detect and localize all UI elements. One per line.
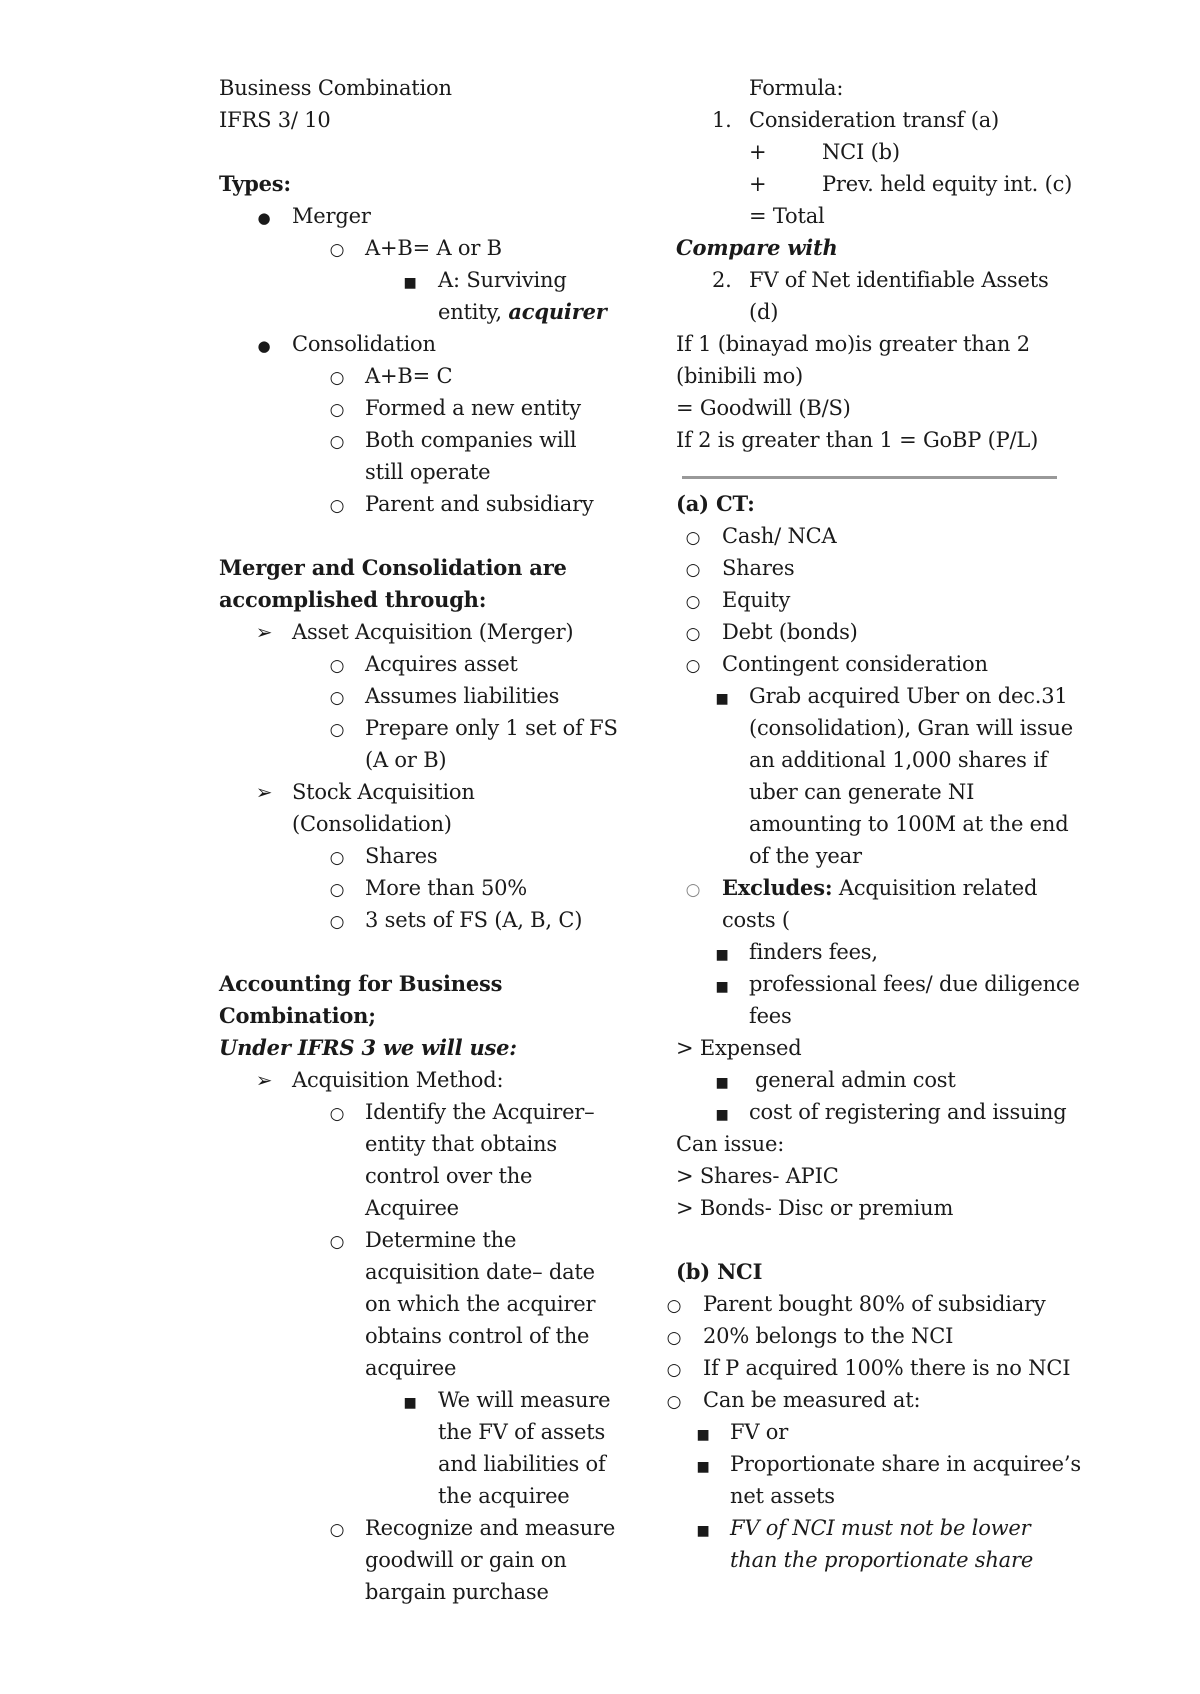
- square-bullet-icon: [712, 936, 732, 968]
- identify-acquirer: Identify the Acquirer–: [365, 1100, 595, 1124]
- square-bullet-icon: [693, 1448, 713, 1480]
- circle-bullet-icon: [664, 1320, 684, 1352]
- if-1-greater: If 1 (binayad mo)is greater than 2: [676, 332, 1030, 356]
- square-bullet-icon: [712, 1096, 732, 1128]
- circle-bullet-icon: [327, 1096, 347, 1128]
- square-bullet-icon: [400, 1384, 420, 1416]
- square-bullet-icon: [712, 680, 732, 712]
- recognize-goodwill: Recognize and measure: [365, 1516, 616, 1540]
- fv-net-assets-cont: (d): [749, 300, 779, 324]
- merger-surviving-entity: entity, acquirer: [438, 299, 607, 324]
- ct-heading: (a) CT:: [676, 491, 755, 516]
- under-ifrs3: Under IFRS 3 we will use:: [219, 1035, 517, 1060]
- standard-reference: IFRS 3/ 10: [219, 108, 331, 132]
- formula-number-2: 2.: [712, 268, 732, 292]
- three-sets-fs: 3 sets of FS (A, B, C): [365, 908, 583, 932]
- square-bullet-icon: [400, 264, 420, 296]
- ct-debt: Debt (bonds): [722, 620, 858, 644]
- circle-bullet-icon: [327, 1224, 347, 1256]
- measure-fv-2: the FV of assets: [438, 1420, 606, 1444]
- determine-date: Determine the: [365, 1228, 517, 1252]
- acquires-asset: Acquires asset: [365, 652, 518, 676]
- circle-bullet-icon: [664, 1352, 684, 1384]
- ct-equity: Equity: [722, 588, 791, 612]
- ct-cash: Cash/ NCA: [722, 524, 837, 548]
- nci-term: NCI (b): [822, 140, 900, 164]
- circle-bullet-icon: [683, 520, 703, 552]
- merger-label: Merger: [292, 204, 371, 228]
- grab-example-3: an additional 1,000 shares if: [749, 748, 1048, 772]
- accounting-heading-cont: Combination;: [219, 1003, 376, 1028]
- assumes-liabilities: Assumes liabilities: [365, 684, 560, 708]
- circle-bullet-icon: [327, 872, 347, 904]
- merger-surviving: A: Surviving: [438, 268, 567, 292]
- identify-acquirer-2: entity that obtains: [365, 1132, 557, 1156]
- circle-bullet-icon: [327, 360, 347, 392]
- nci-proportionate: Proportionate share in acquiree’s: [730, 1452, 1081, 1476]
- more-than-50: More than 50%: [365, 876, 528, 900]
- circle-bullet-icon: [327, 904, 347, 936]
- nci-proportionate-cont: net assets: [730, 1484, 835, 1508]
- prepare-fs-cont: (A or B): [365, 748, 447, 772]
- formula-number-1: 1.: [712, 108, 732, 132]
- nci-if-100: If P acquired 100% there is no NCI: [703, 1356, 1071, 1380]
- circle-bullet-icon: [327, 712, 347, 744]
- nci-parent-bought: Parent bought 80% of subsidiary: [703, 1292, 1046, 1316]
- consolidation-both: Both companies will: [365, 428, 577, 452]
- recognize-goodwill-3: bargain purchase: [365, 1580, 549, 1604]
- professional-fees-cont: fees: [749, 1004, 792, 1028]
- ct-contingent: Contingent consideration: [722, 652, 988, 676]
- horizontal-divider: [682, 476, 1057, 479]
- prepare-fs: Prepare only 1 set of FS: [365, 716, 618, 740]
- disc-bullet-icon: [254, 200, 274, 232]
- circle-bullet-icon: [683, 648, 703, 680]
- circle-bullet-icon: [327, 424, 347, 456]
- consolidation-both-cont: still operate: [365, 460, 491, 484]
- circle-bullet-icon: [683, 616, 703, 648]
- recognize-goodwill-2: goodwill or gain on: [365, 1548, 567, 1572]
- nci-fv-not-lower: FV of NCI must not be lower: [730, 1516, 1031, 1540]
- determine-date-4: obtains control of the: [365, 1324, 590, 1348]
- square-bullet-icon: [712, 1064, 732, 1096]
- circle-bullet-icon: [327, 840, 347, 872]
- types-heading: Types:: [219, 171, 291, 196]
- arrow-bullet-icon: [254, 616, 274, 648]
- square-bullet-icon: [693, 1512, 713, 1544]
- circle-bullet-icon: [683, 584, 703, 616]
- square-bullet-icon: [712, 968, 732, 1000]
- arrow-bullet-icon: [254, 1064, 274, 1096]
- merger-formula: A+B= A or B: [365, 236, 502, 260]
- if-2-greater: If 2 is greater than 1 = GoBP (P/L): [676, 428, 1039, 452]
- circle-bullet-icon: [683, 552, 703, 584]
- determine-date-2: acquisition date– date: [365, 1260, 595, 1284]
- plus-sign: +: [749, 172, 767, 196]
- ct-excludes-cont: costs (: [722, 908, 790, 932]
- circle-bullet-icon: [327, 488, 347, 520]
- can-issue: Can issue:: [676, 1132, 785, 1156]
- grab-example-6: of the year: [749, 844, 862, 868]
- arrow-bullet-icon: [254, 776, 274, 808]
- bonds-disc: > Bonds- Disc or premium: [676, 1196, 954, 1220]
- nci-fv-not-lower-cont: than the proportionate share: [730, 1548, 1034, 1572]
- formula-heading: Formula:: [749, 76, 844, 100]
- grab-example-4: uber can generate NI: [749, 780, 975, 804]
- general-admin-cost: general admin cost: [755, 1068, 956, 1092]
- compare-with: Compare with: [676, 235, 838, 260]
- determine-date-5: acquiree: [365, 1356, 457, 1380]
- circle-bullet-icon: [327, 232, 347, 264]
- measure-fv-4: the acquiree: [438, 1484, 570, 1508]
- grab-example: Grab acquired Uber on dec.31: [749, 684, 1068, 708]
- disc-bullet-icon: [254, 328, 274, 360]
- plus-sign: +: [749, 140, 767, 164]
- cost-registering: cost of registering and issuing: [749, 1100, 1067, 1124]
- accomplished-heading-cont: accomplished through:: [219, 587, 487, 612]
- accounting-heading: Accounting for Business: [219, 971, 503, 996]
- circle-bullet-icon: [683, 872, 703, 904]
- professional-fees: professional fees/ due diligence: [749, 972, 1080, 996]
- determine-date-3: on which the acquirer: [365, 1292, 596, 1316]
- stock-acquisition: Stock Acquisition: [292, 780, 475, 804]
- square-bullet-icon: [693, 1416, 713, 1448]
- stock-shares: Shares: [365, 844, 438, 868]
- consideration-transferred: Consideration transf (a): [749, 108, 1000, 132]
- prev-held-equity: Prev. held equity int. (c): [822, 172, 1073, 196]
- measure-fv-3: and liabilities of: [438, 1452, 606, 1476]
- measure-fv: We will measure: [438, 1388, 611, 1412]
- nci-twenty-percent: 20% belongs to the NCI: [703, 1324, 954, 1348]
- if-1-greater-cont: (binibili mo): [676, 364, 804, 388]
- ct-shares: Shares: [722, 556, 795, 580]
- asset-acquisition: Asset Acquisition (Merger): [292, 620, 574, 644]
- grab-example-2: (consolidation), Gran will issue: [749, 716, 1073, 740]
- circle-bullet-icon: [327, 392, 347, 424]
- stock-acquisition-cont: (Consolidation): [292, 812, 452, 836]
- consolidation-label: Consolidation: [292, 332, 436, 356]
- goodwill-result: = Goodwill (B/S): [676, 396, 851, 420]
- consolidation-parent: Parent and subsidiary: [365, 492, 594, 516]
- ct-excludes: Excludes: Acquisition related: [722, 875, 1038, 900]
- finders-fees: finders fees,: [749, 940, 878, 964]
- nci-measured-at: Can be measured at:: [703, 1388, 921, 1412]
- consolidation-formula: A+B= C: [365, 364, 453, 388]
- identify-acquirer-4: Acquiree: [365, 1196, 459, 1220]
- shares-apic: > Shares- APIC: [676, 1164, 839, 1188]
- identify-acquirer-3: control over the: [365, 1164, 533, 1188]
- circle-bullet-icon: [327, 648, 347, 680]
- nci-fv-or: FV or: [730, 1420, 789, 1444]
- acquisition-method: Acquisition Method:: [292, 1068, 504, 1092]
- circle-bullet-icon: [327, 1512, 347, 1544]
- document-title: Business Combination: [219, 76, 452, 100]
- formula-total: = Total: [749, 204, 825, 228]
- expensed: > Expensed: [676, 1036, 802, 1060]
- circle-bullet-icon: [664, 1288, 684, 1320]
- grab-example-5: amounting to 100M at the end: [749, 812, 1069, 836]
- circle-bullet-icon: [327, 680, 347, 712]
- fv-net-assets: FV of Net identifiable Assets: [749, 268, 1049, 292]
- circle-bullet-icon: [664, 1384, 684, 1416]
- consolidation-new-entity: Formed a new entity: [365, 396, 581, 420]
- nci-heading: (b) NCI: [676, 1259, 763, 1284]
- accomplished-heading: Merger and Consolidation are: [219, 555, 567, 580]
